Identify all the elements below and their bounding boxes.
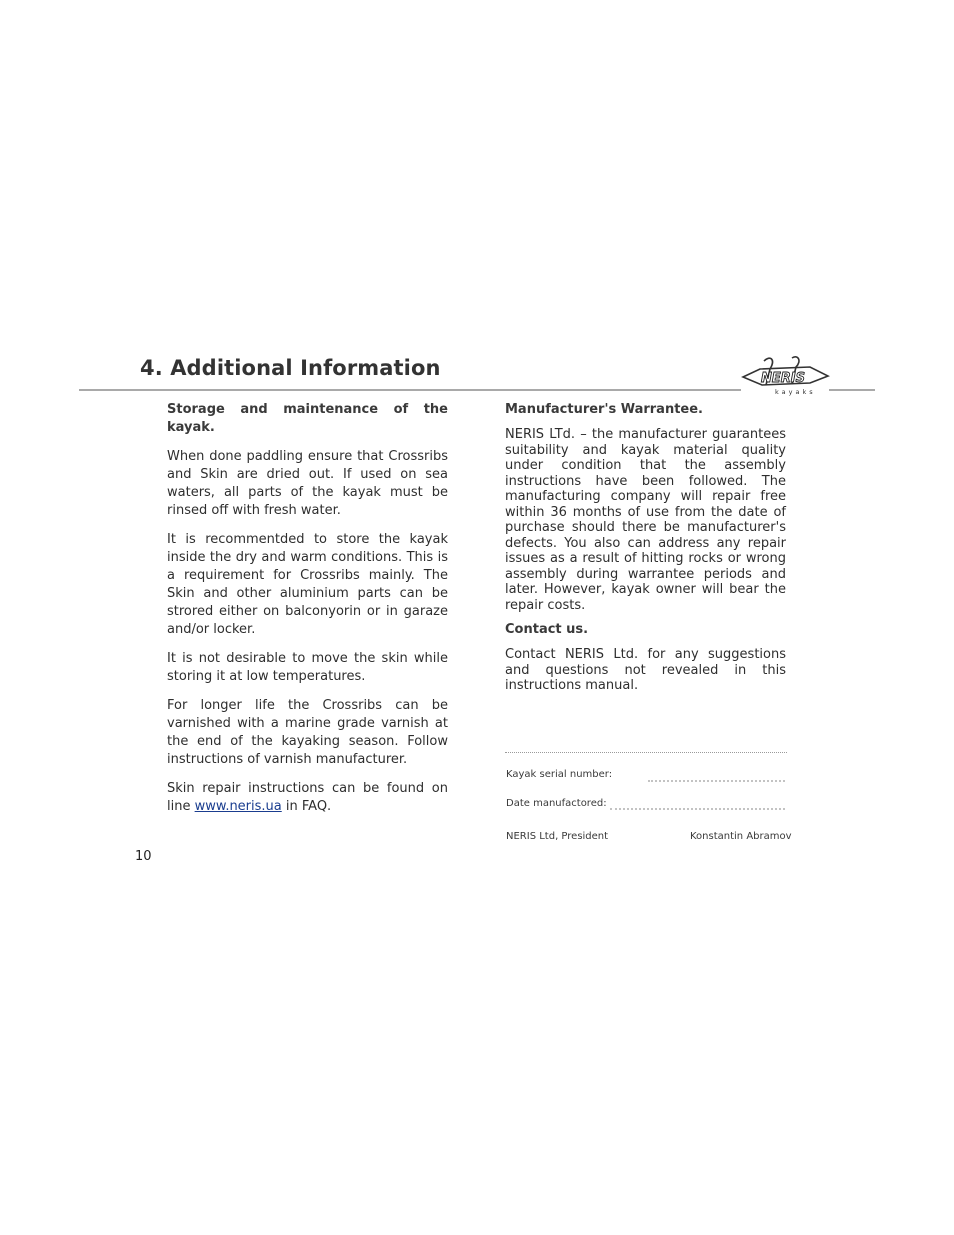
- svg-text:kayaks: kayaks: [775, 388, 816, 396]
- header-rule-left: [79, 389, 741, 391]
- signer-name: Konstantin Abramov: [690, 831, 792, 842]
- storage-paragraph: It is recommentded to store the kayak inside the dry and warm conditions. This is a requirement for Crossribs mainly. The Skin and other aluminium parts can be strored either on balconyorin or in garaze and/or locker.: [167, 532, 448, 637]
- storage-paragraph: It is not desirable to move the skin while storing it at low temperatures.: [167, 651, 448, 684]
- signer-role: NERIS Ltd, President: [506, 831, 609, 842]
- date-manufactured-field[interactable]: [610, 808, 785, 810]
- serial-number-label: Kayak serial number:: [506, 769, 613, 780]
- warranty-title: Manufacturer's Warrantee.: [505, 402, 703, 417]
- repair-paragraph: [167, 780, 448, 816]
- storage-paragraph: For longer life the Crossribs can be varnished with a marine grade varnish at the end of the kayaking season. Follow instructions of varnish manufacturer.: [167, 698, 448, 767]
- neris-kayaks-logo: [740, 355, 832, 397]
- page-title: 4. Additional Information: [140, 356, 441, 380]
- repair-text: Skin repair instructions can be found on line: [167, 781, 448, 814]
- serial-number-field[interactable]: [648, 780, 785, 782]
- contact-title: Contact us.: [505, 622, 589, 637]
- storage-paragraph: When done paddling ensure that Crossribs and Skin are dried out. If used on sea waters, all parts of the kayak must be rinsed off with fresh water.: [167, 449, 448, 518]
- page-number: 10: [135, 849, 152, 864]
- warranty-section: [505, 401, 786, 694]
- header-rule-right: [829, 389, 875, 391]
- neris-website-link[interactable]: www.neris.ua: [194, 799, 282, 814]
- warranty-paragraph: NERIS LTd. – the manufacturer guarantees suitability and kayak material quality under condition that the assembly instructions have been followed. The manufacturing company will repair free within 36 months of use from the date of purchase should there be manufacturer's defects. You also can address any repair issues as a result of hitting rocks or wrong assembly during warrantee periods and later. However, kayak owner will bear the repair costs.: [505, 427, 786, 613]
- svg-text:NERIS: NERIS: [761, 371, 805, 386]
- form-separator: [505, 752, 787, 753]
- storage-title: Storage and maintenance of the kayak.: [167, 402, 448, 435]
- repair-text-suffix: in FAQ.: [281, 799, 332, 814]
- storage-section: [167, 401, 448, 827]
- date-manufactured-label: Date manufactored:: [506, 798, 607, 809]
- contact-paragraph: Contact NERIS Ltd. for any suggestions and questions not revealed in this instructions manual.: [505, 647, 786, 693]
